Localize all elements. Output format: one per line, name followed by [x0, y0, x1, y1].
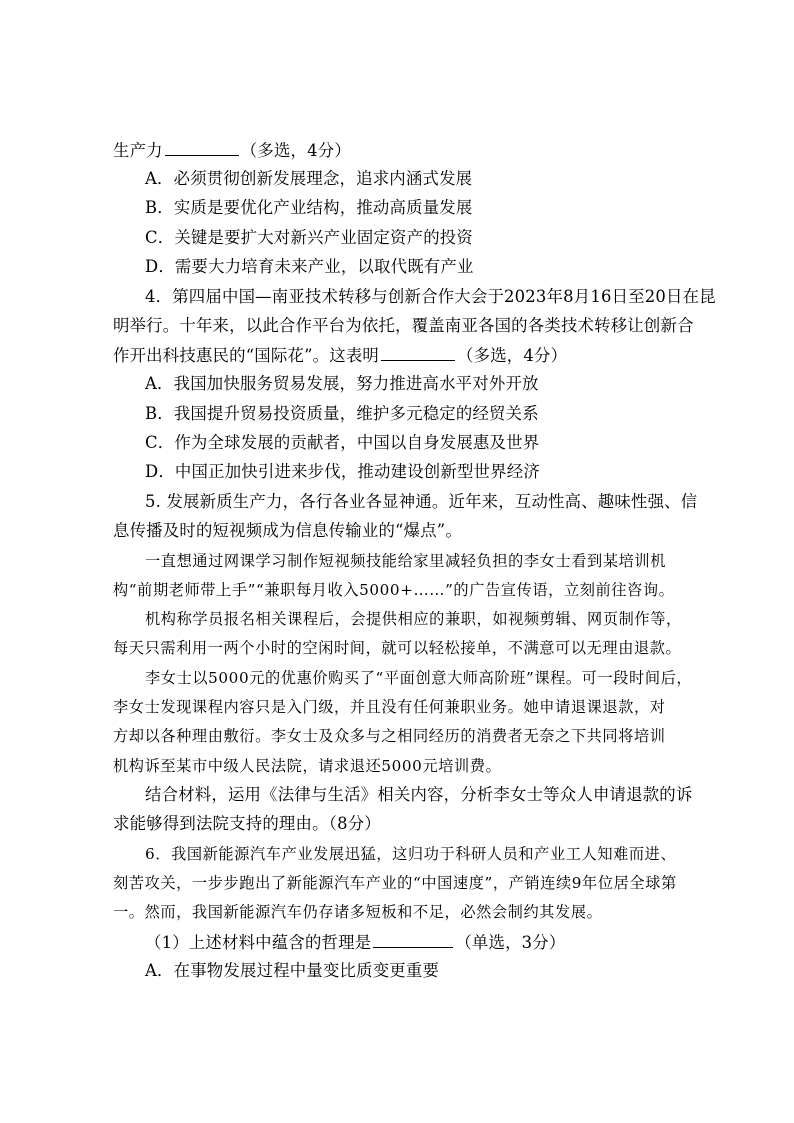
question-6-stem: 6．我国新能源汽车产业发展迅猛，这归功于科研人员和产业工人知难而进、 — [145, 845, 677, 863]
material-paragraph: 李女士以5000元的优惠价购买了“平面创意大师高阶班”课程。可一段时间后， — [145, 669, 693, 687]
stem-text: 生产力 — [113, 141, 163, 160]
question-6-stem-line: 一。然而，我国新能源汽车仍存诸多短板和不足，必然会制约其发展。 — [113, 903, 603, 921]
option-d: D．中国正加快引进来步伐，推动建设创新型世界经济 — [145, 462, 540, 481]
question-4-stem-line: 明举行。十年来，以此合作平台为依托，覆盖南亚各国的各类技术转移让创新合 — [113, 316, 694, 335]
score-note: （多选，4分） — [457, 346, 568, 365]
option-b: B．我国提升贸易投资质量，维护多元稳定的经贸关系 — [145, 404, 539, 423]
option-c: C．作为全球发展的贡献者，中国以自身发展惠及世界 — [145, 433, 540, 452]
question-5-stem-line: 息传播及时的短视频成为信息传输业的“爆点”。 — [113, 521, 462, 540]
score-note: （单选，3分） — [455, 933, 566, 952]
material-paragraph: 机构称学员报名相关课程后，会提供相应的兼职，如视频剪辑、网页制作等， — [145, 610, 682, 628]
question-4-stem: 4．第四届中国—南亚技术转移与创新合作大会于2023年8月16日至20日在昆 — [145, 287, 716, 306]
answer-blank — [165, 139, 239, 156]
question-6-stem-line: 刻苦攻关，一步步跑出了新能源汽车产业的“中国速度”，产销连续9年位居全球第 — [113, 874, 677, 892]
stem-text: （1）上述材料中蕴含的哲理是 — [145, 933, 372, 952]
answer-blank — [373, 931, 453, 948]
material-paragraph: 李女士发现课程内容只是入门级，并且没有任何兼职业务。她申请退课退款，对 — [113, 698, 666, 716]
question-5-prompt-line: 求能够得到法院支持的理由。（8分） — [113, 814, 381, 833]
question-4-stem-line — [113, 344, 567, 367]
question-3-stem-tail — [113, 139, 351, 162]
answer-blank — [381, 344, 455, 361]
option-a: A．我国加快服务贸易发展，努力推进高水平对外开放 — [145, 374, 539, 393]
material-paragraph: 方却以各种理由敷衍。李女士及众多与之相同经历的消费者无奈之下共同将培训 — [113, 727, 666, 745]
score-note: （多选，4分） — [240, 141, 351, 160]
material-paragraph: 机构诉至某市中级人民法院，请求退还5000元培训费。 — [113, 757, 502, 775]
option-c: C．关键是要扩大对新兴产业固定资产的投资 — [145, 228, 473, 247]
option-a: A．必须贯彻创新发展理念，追求内涵式发展 — [145, 169, 473, 188]
material-paragraph: 构“前期老师带上手”“兼职每月收入5000+……”的广告宣传语，立刻前往咨询。 — [113, 581, 675, 599]
question-6-sub-1 — [145, 931, 565, 954]
option-d: D．需要大力培育未来产业，以取代既有产业 — [145, 257, 474, 276]
material-paragraph: 每天只需利用一两个小时的空闲时间，就可以轻松接单，不满意可以无理由退款。 — [113, 639, 682, 657]
question-5-stem: 5. 发展新质生产力，各行各业各显神通。近年来，互动性高、趣味性强、信 — [145, 492, 698, 511]
option-a: A．在事物发展过程中量变比质变更重要 — [145, 961, 440, 980]
material-paragraph: 一直想通过网课学习制作短视频技能给家里减轻负担的李女士看到某培训机 — [145, 552, 666, 570]
question-5-prompt: 结合材料，运用《法律与生活》相关内容，分析李女士等众人申请退款的诉 — [145, 785, 693, 804]
option-b: B．实质是要优化产业结构，推动高质量发展 — [145, 198, 473, 217]
stem-text: 作开出科技惠民的“国际花”。这表明 — [113, 346, 380, 365]
